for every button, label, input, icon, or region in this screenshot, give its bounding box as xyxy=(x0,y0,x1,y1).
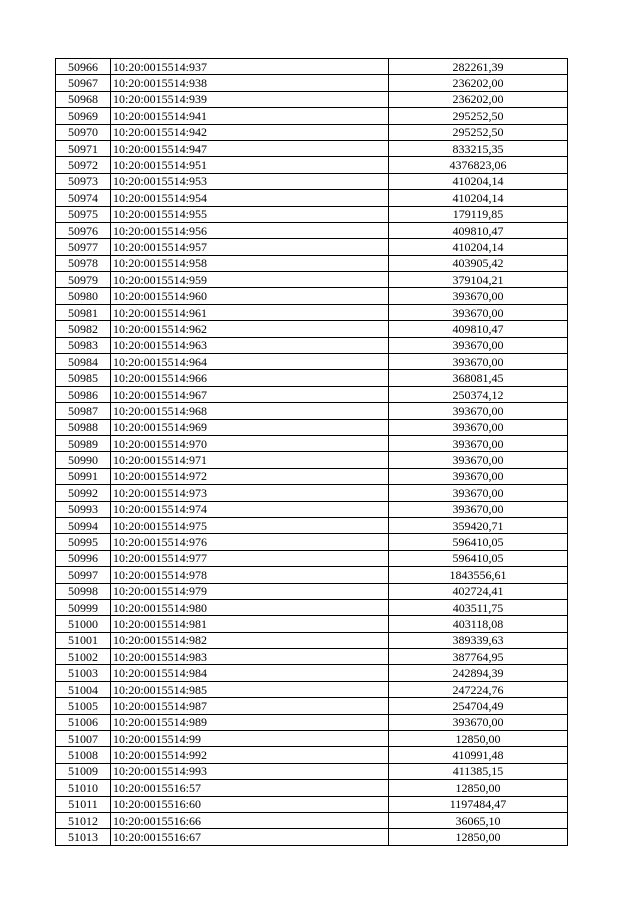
table-row xyxy=(56,419,568,435)
cadastral-number-cell: 10:20:0015514:951 xyxy=(111,157,389,173)
amount-cell: 410204,14 xyxy=(389,173,568,189)
cadastral-number-cell: 10:20:0015514:972 xyxy=(111,468,389,484)
table-row xyxy=(56,206,568,222)
cadastral-number-cell: 10:20:0015514:993 xyxy=(111,763,389,779)
cadastral-number-cell: 10:20:0015514:977 xyxy=(111,550,389,566)
cadastral-number-cell: 10:20:0015514:987 xyxy=(111,698,389,714)
amount-cell: 36065,10 xyxy=(389,812,568,828)
table-row xyxy=(56,829,568,845)
amount-cell: 409810,47 xyxy=(389,222,568,238)
table-row xyxy=(56,550,568,566)
row-number-cell: 50969 xyxy=(56,108,111,124)
row-number-cell: 50987 xyxy=(56,403,111,419)
cadastral-number-cell: 10:20:0015514:984 xyxy=(111,665,389,681)
amount-cell: 179119,85 xyxy=(389,206,568,222)
table-row xyxy=(56,649,568,665)
table-row xyxy=(56,190,568,206)
row-number-cell: 50966 xyxy=(56,59,111,75)
row-number-cell: 50996 xyxy=(56,550,111,566)
row-number-cell: 50997 xyxy=(56,567,111,583)
row-number-cell: 51006 xyxy=(56,714,111,730)
amount-cell: 295252,50 xyxy=(389,124,568,140)
table-row xyxy=(56,222,568,238)
amount-cell: 410204,14 xyxy=(389,190,568,206)
amount-cell: 403511,75 xyxy=(389,599,568,615)
table-row xyxy=(56,157,568,173)
table-row xyxy=(56,632,568,648)
cadastral-number-cell: 10:20:0015514:963 xyxy=(111,337,389,353)
amount-cell: 411385,15 xyxy=(389,763,568,779)
amount-cell: 242894,39 xyxy=(389,665,568,681)
cadastral-number-cell: 10:20:0015514:939 xyxy=(111,91,389,107)
amount-cell: 387764,95 xyxy=(389,649,568,665)
table-row xyxy=(56,386,568,402)
table-row xyxy=(56,501,568,517)
row-number-cell: 50998 xyxy=(56,583,111,599)
cadastral-number-cell: 10:20:0015516:60 xyxy=(111,796,389,812)
table-row xyxy=(56,435,568,451)
cadastral-number-cell: 10:20:0015514:953 xyxy=(111,173,389,189)
row-number-cell: 50970 xyxy=(56,124,111,140)
amount-cell: 403118,08 xyxy=(389,616,568,632)
table-row xyxy=(56,321,568,337)
cadastral-number-cell: 10:20:0015516:57 xyxy=(111,780,389,796)
amount-cell: 393670,00 xyxy=(389,304,568,320)
row-number-cell: 50975 xyxy=(56,206,111,222)
table-row xyxy=(56,354,568,370)
row-number-cell: 51000 xyxy=(56,616,111,632)
amount-cell: 393670,00 xyxy=(389,419,568,435)
table-row xyxy=(56,731,568,747)
row-number-cell: 50977 xyxy=(56,239,111,255)
row-number-cell: 50981 xyxy=(56,304,111,320)
row-number-cell: 50982 xyxy=(56,321,111,337)
cadastral-number-cell: 10:20:0015514:968 xyxy=(111,403,389,419)
row-number-cell: 50992 xyxy=(56,485,111,501)
cadastral-number-cell: 10:20:0015516:66 xyxy=(111,812,389,828)
cadastral-number-cell: 10:20:0015514:975 xyxy=(111,517,389,533)
amount-cell: 236202,00 xyxy=(389,75,568,91)
amount-cell: 410204,14 xyxy=(389,239,568,255)
table-row xyxy=(56,763,568,779)
table-row xyxy=(56,59,568,75)
cadastral-number-cell: 10:20:0015514:959 xyxy=(111,272,389,288)
table-row xyxy=(56,665,568,681)
table-row xyxy=(56,796,568,812)
row-number-cell: 51003 xyxy=(56,665,111,681)
cadastral-number-cell: 10:20:0015514:989 xyxy=(111,714,389,730)
cadastral-number-cell: 10:20:0015514:970 xyxy=(111,435,389,451)
row-number-cell: 50989 xyxy=(56,435,111,451)
amount-cell: 379104,21 xyxy=(389,272,568,288)
cadastral-number-cell: 10:20:0015514:958 xyxy=(111,255,389,271)
table-row xyxy=(56,108,568,124)
amount-cell: 1843556,61 xyxy=(389,567,568,583)
cadastral-number-cell: 10:20:0015514:956 xyxy=(111,222,389,238)
cadastral-number-cell: 10:20:0015514:937 xyxy=(111,59,389,75)
cadastral-number-cell: 10:20:0015514:973 xyxy=(111,485,389,501)
row-number-cell: 51004 xyxy=(56,681,111,697)
amount-cell: 393670,00 xyxy=(389,288,568,304)
table-row xyxy=(56,812,568,828)
table-row xyxy=(56,583,568,599)
amount-cell: 254704,49 xyxy=(389,698,568,714)
cadastral-number-cell: 10:20:0015514:976 xyxy=(111,534,389,550)
cadastral-number-cell: 10:20:0015514:974 xyxy=(111,501,389,517)
amount-cell: 389339,63 xyxy=(389,632,568,648)
row-number-cell: 50980 xyxy=(56,288,111,304)
cadastral-number-cell: 10:20:0015514:966 xyxy=(111,370,389,386)
amount-cell: 833215,35 xyxy=(389,140,568,156)
row-number-cell: 51005 xyxy=(56,698,111,714)
row-number-cell: 50967 xyxy=(56,75,111,91)
amount-cell: 4376823,06 xyxy=(389,157,568,173)
table-row xyxy=(56,255,568,271)
table-row xyxy=(56,370,568,386)
table-row xyxy=(56,304,568,320)
cadastral-number-cell: 10:20:0015514:947 xyxy=(111,140,389,156)
table-body xyxy=(56,59,568,846)
amount-cell: 393670,00 xyxy=(389,403,568,419)
cadastral-number-cell: 10:20:0015514:962 xyxy=(111,321,389,337)
row-number-cell: 50973 xyxy=(56,173,111,189)
amount-cell: 393670,00 xyxy=(389,468,568,484)
row-number-cell: 50990 xyxy=(56,452,111,468)
table-row xyxy=(56,567,568,583)
row-number-cell: 51007 xyxy=(56,731,111,747)
cadastral-number-cell: 10:20:0015514:964 xyxy=(111,354,389,370)
cadastral-number-cell: 10:20:0015514:992 xyxy=(111,747,389,763)
row-number-cell: 50991 xyxy=(56,468,111,484)
amount-cell: 393670,00 xyxy=(389,435,568,451)
amount-cell: 359420,71 xyxy=(389,517,568,533)
cadastral-number-cell: 10:20:0015514:971 xyxy=(111,452,389,468)
amount-cell: 12850,00 xyxy=(389,780,568,796)
row-number-cell: 50974 xyxy=(56,190,111,206)
row-number-cell: 50995 xyxy=(56,534,111,550)
amount-cell: 12850,00 xyxy=(389,731,568,747)
cadastral-number-cell: 10:20:0015514:985 xyxy=(111,681,389,697)
cadastral-number-cell: 10:20:0015514:960 xyxy=(111,288,389,304)
amount-cell: 410991,48 xyxy=(389,747,568,763)
row-number-cell: 51013 xyxy=(56,829,111,845)
table-row xyxy=(56,124,568,140)
row-number-cell: 50979 xyxy=(56,272,111,288)
cadastral-number-cell: 10:20:0015516:67 xyxy=(111,829,389,845)
amount-cell: 295252,50 xyxy=(389,108,568,124)
table-row xyxy=(56,91,568,107)
amount-cell: 393670,00 xyxy=(389,501,568,517)
row-number-cell: 50968 xyxy=(56,91,111,107)
table-row xyxy=(56,780,568,796)
table-row xyxy=(56,468,568,484)
cadastral-number-cell: 10:20:0015514:969 xyxy=(111,419,389,435)
table-row xyxy=(56,698,568,714)
table-row xyxy=(56,75,568,91)
table-row xyxy=(56,140,568,156)
table-row xyxy=(56,747,568,763)
table-row xyxy=(56,173,568,189)
row-number-cell: 51010 xyxy=(56,780,111,796)
row-number-cell: 50972 xyxy=(56,157,111,173)
cadastral-number-cell: 10:20:0015514:983 xyxy=(111,649,389,665)
table-row xyxy=(56,517,568,533)
table-row xyxy=(56,714,568,730)
amount-cell: 393670,00 xyxy=(389,452,568,468)
table-row xyxy=(56,403,568,419)
row-number-cell: 50993 xyxy=(56,501,111,517)
amount-cell: 12850,00 xyxy=(389,829,568,845)
amount-cell: 409810,47 xyxy=(389,321,568,337)
row-number-cell: 51008 xyxy=(56,747,111,763)
cadastral-number-cell: 10:20:0015514:954 xyxy=(111,190,389,206)
cadastral-number-cell: 10:20:0015514:982 xyxy=(111,632,389,648)
table-row xyxy=(56,485,568,501)
table-row xyxy=(56,239,568,255)
cadastral-number-cell: 10:20:0015514:955 xyxy=(111,206,389,222)
row-number-cell: 50983 xyxy=(56,337,111,353)
row-number-cell: 50986 xyxy=(56,386,111,402)
amount-cell: 393670,00 xyxy=(389,714,568,730)
row-number-cell: 50978 xyxy=(56,255,111,271)
amount-cell: 247224,76 xyxy=(389,681,568,697)
amount-cell: 596410,05 xyxy=(389,534,568,550)
row-number-cell: 51001 xyxy=(56,632,111,648)
amount-cell: 250374,12 xyxy=(389,386,568,402)
table-row xyxy=(56,272,568,288)
cadastral-number-cell: 10:20:0015514:980 xyxy=(111,599,389,615)
row-number-cell: 50985 xyxy=(56,370,111,386)
amount-cell: 596410,05 xyxy=(389,550,568,566)
table-row xyxy=(56,616,568,632)
cadastral-number-cell: 10:20:0015514:979 xyxy=(111,583,389,599)
row-number-cell: 50984 xyxy=(56,354,111,370)
cadastral-number-cell: 10:20:0015514:961 xyxy=(111,304,389,320)
data-table xyxy=(55,58,568,846)
table-row xyxy=(56,681,568,697)
amount-cell: 368081,45 xyxy=(389,370,568,386)
amount-cell: 1197484,47 xyxy=(389,796,568,812)
cadastral-number-cell: 10:20:0015514:938 xyxy=(111,75,389,91)
cadastral-number-cell: 10:20:0015514:978 xyxy=(111,567,389,583)
amount-cell: 402724,41 xyxy=(389,583,568,599)
cadastral-number-cell: 10:20:0015514:981 xyxy=(111,616,389,632)
table-row xyxy=(56,337,568,353)
row-number-cell: 50976 xyxy=(56,222,111,238)
row-number-cell: 50994 xyxy=(56,517,111,533)
cadastral-number-cell: 10:20:0015514:942 xyxy=(111,124,389,140)
row-number-cell: 50999 xyxy=(56,599,111,615)
amount-cell: 282261,39 xyxy=(389,59,568,75)
amount-cell: 393670,00 xyxy=(389,354,568,370)
row-number-cell: 51011 xyxy=(56,796,111,812)
cadastral-number-cell: 10:20:0015514:99 xyxy=(111,731,389,747)
amount-cell: 393670,00 xyxy=(389,337,568,353)
table-row xyxy=(56,452,568,468)
amount-cell: 393670,00 xyxy=(389,485,568,501)
row-number-cell: 51012 xyxy=(56,812,111,828)
row-number-cell: 51002 xyxy=(56,649,111,665)
row-number-cell: 50971 xyxy=(56,140,111,156)
table-row xyxy=(56,288,568,304)
amount-cell: 236202,00 xyxy=(389,91,568,107)
table-row xyxy=(56,534,568,550)
cadastral-number-cell: 10:20:0015514:957 xyxy=(111,239,389,255)
cadastral-number-cell: 10:20:0015514:967 xyxy=(111,386,389,402)
table-row xyxy=(56,599,568,615)
row-number-cell: 50988 xyxy=(56,419,111,435)
cadastral-number-cell: 10:20:0015514:941 xyxy=(111,108,389,124)
row-number-cell: 51009 xyxy=(56,763,111,779)
amount-cell: 403905,42 xyxy=(389,255,568,271)
